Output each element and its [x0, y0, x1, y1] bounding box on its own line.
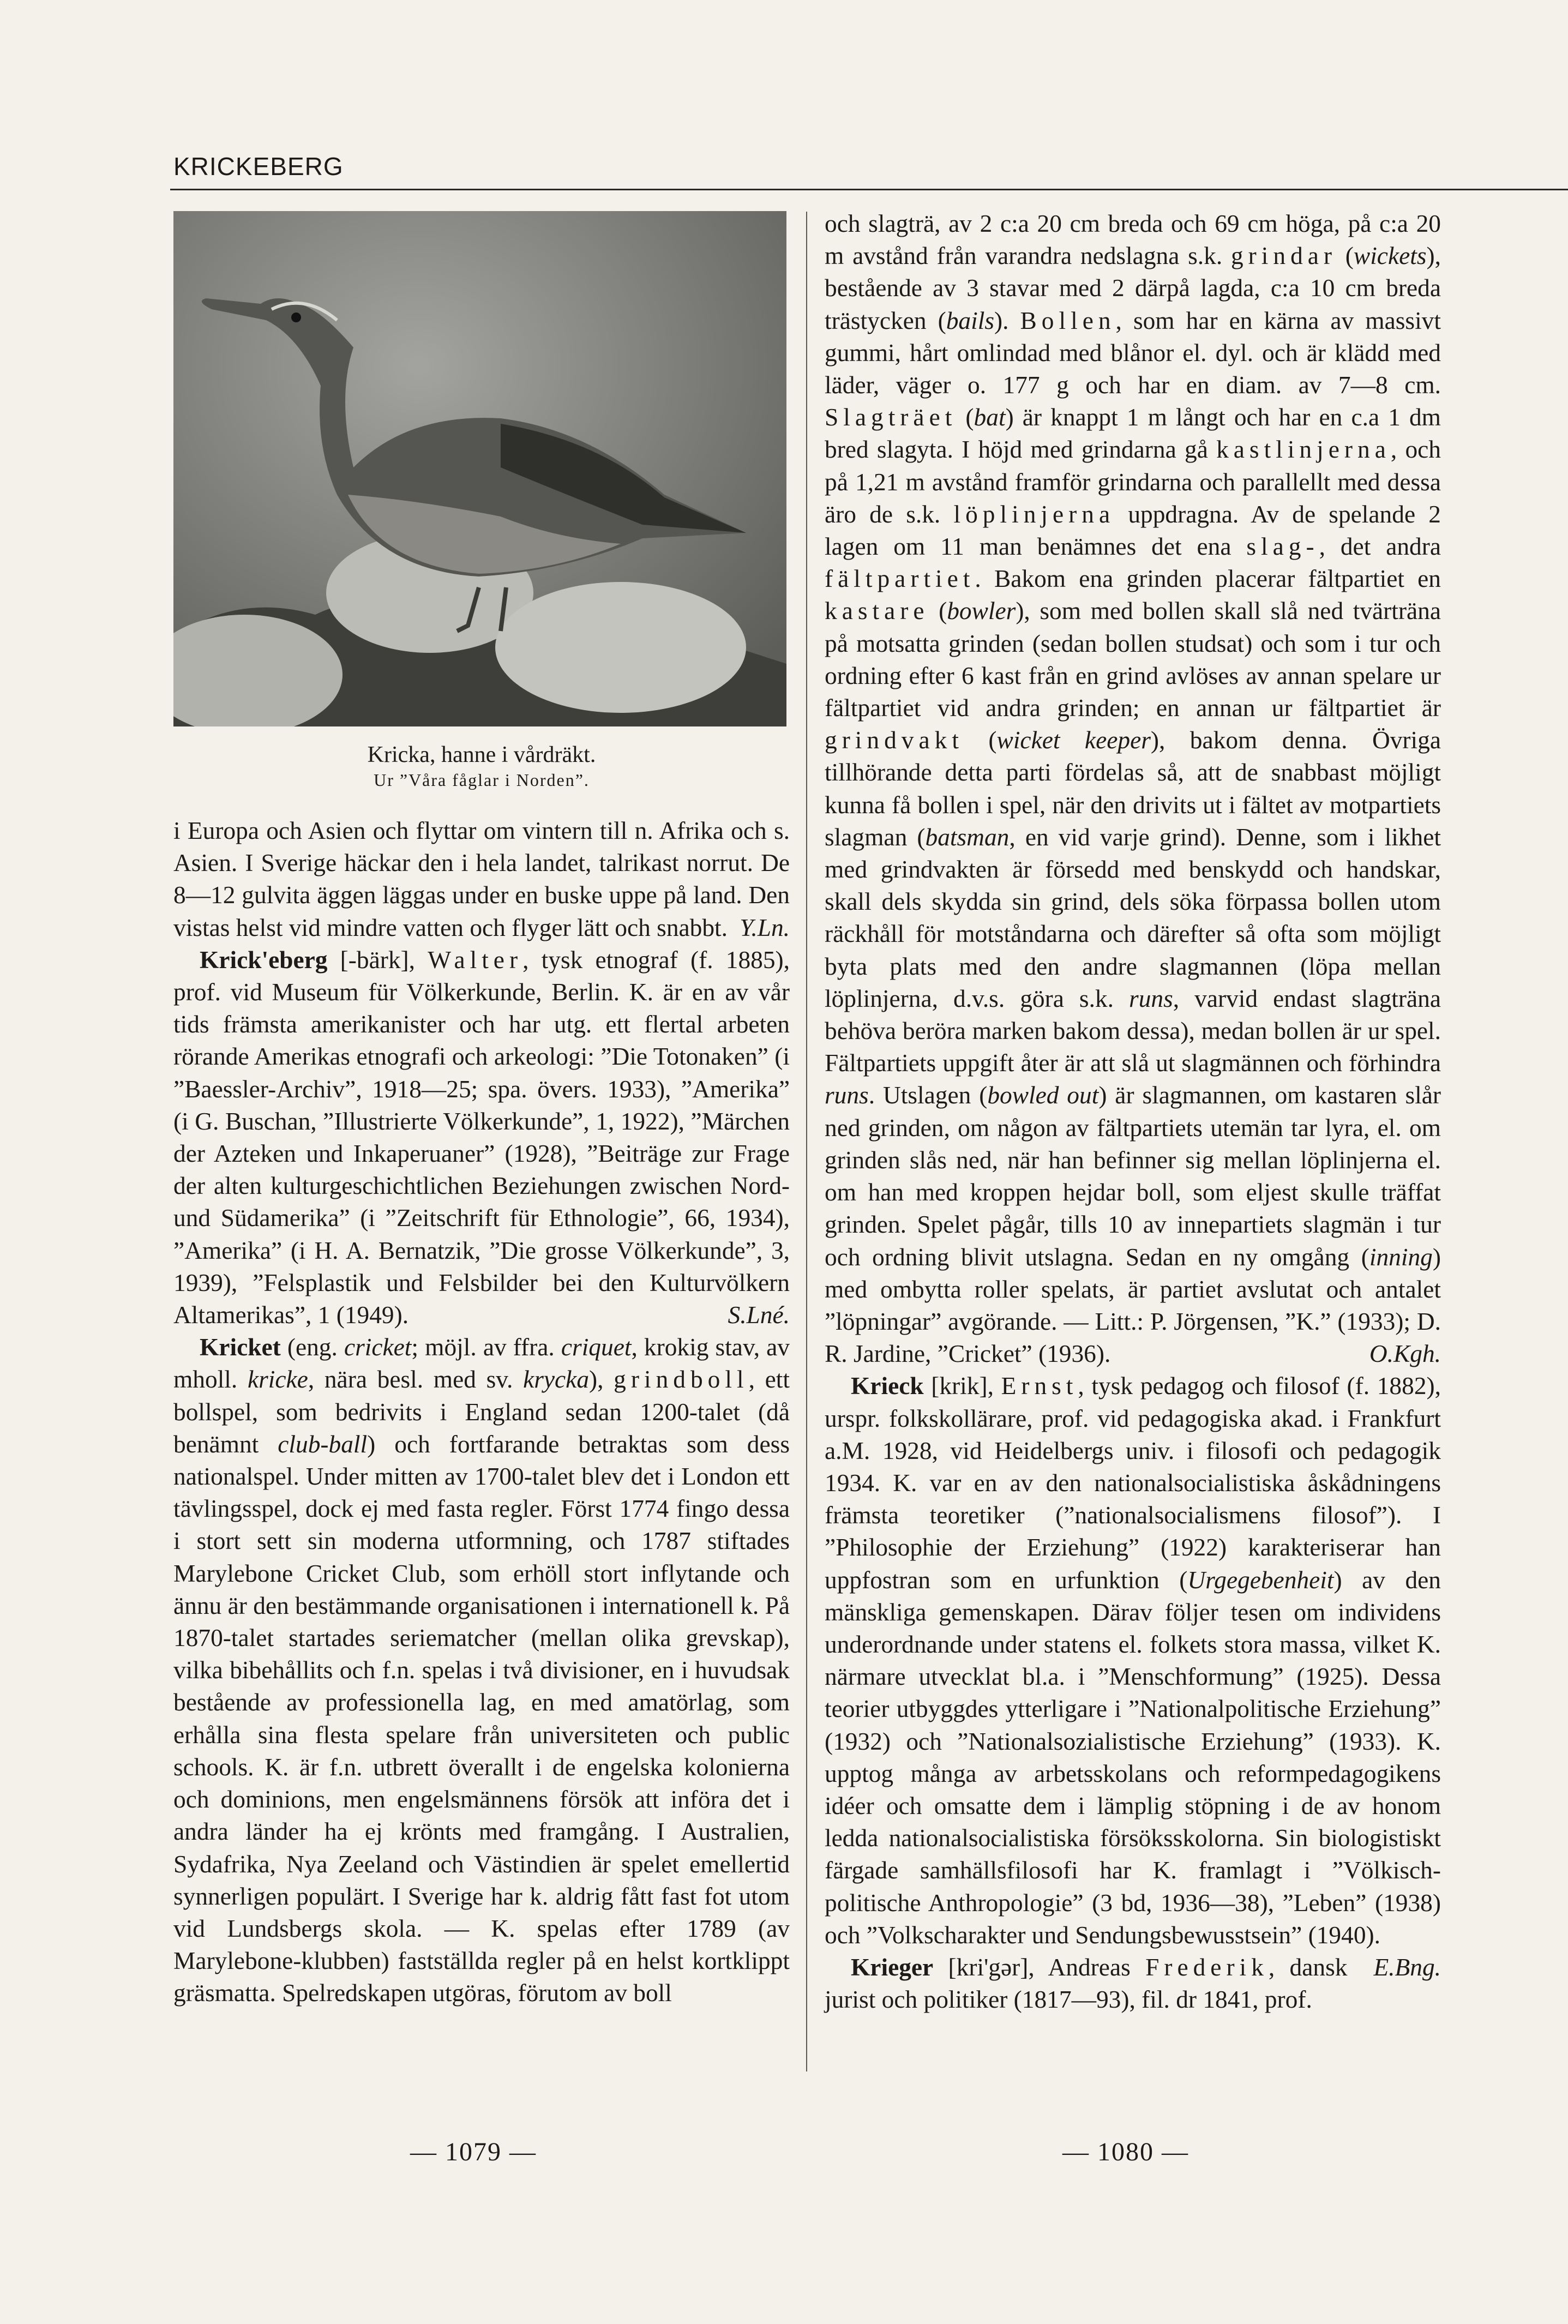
headword: Krieck [851, 1372, 924, 1400]
spaced-term: slag- [1246, 533, 1319, 561]
text: ; möjl. av ffra. [411, 1334, 561, 1361]
text: , som har en kärna av massivt gummi, hårt omlindad med blånor el. dyl. och är klädd med läder, väger o. 177 g och har en diam. av 7—8 cm. [825, 307, 1441, 399]
page-number-right: — 1080 — [1062, 2137, 1189, 2166]
italic: club-ball [278, 1430, 368, 1458]
italic: wicket keeper [996, 726, 1151, 754]
text: uppdragna. Av de spelande 2 lagen om 11 man benämnes det ena [825, 500, 1441, 561]
italic: Urgegebenheit [1187, 1566, 1334, 1594]
text: , varvid endast slagträna behöva beröra marken bakom dessa), medan bollen är ur spel. Fältpartiets uppgift åter är att slå ut slagmännen och förhindra [825, 984, 1441, 1077]
running-head: KRICKEBERG [173, 152, 344, 181]
header-rule [170, 189, 1568, 190]
italic: wickets [1353, 242, 1427, 270]
text: (eng. [280, 1334, 344, 1361]
text: ) med ombytta roller spelats, är partiet avslutat och antalet ”löpningar” avgörande. — Litt.: P. Jörgensen, ”K.” (1933); D. R. Jardine, ”Cricket” (1936). [825, 1243, 1441, 1368]
text: ( [963, 726, 997, 754]
caption-source: Ur ”Våra fåglar i Norden”. [374, 770, 590, 790]
text: , tysk pedagog och filosof (f. 1882), urspr. folkskollärare, prof. vid pedagogiska akad. i Frankfurt a.M. 1928, vid Heidelbergs univ. i filosofi och pedagogik 1934. K. var en av den nationalsocialistiska åskådningens främsta teoretiker (”nationalsocialismens filosof”). I ”Philosophie der Erziehung” (1922) karakteriserar han uppfostran som en urfunktion ( [825, 1372, 1441, 1594]
italic: bat [974, 404, 1006, 431]
spaced-term: fältpartiet [825, 565, 975, 593]
spaced-term: grindvakt [825, 726, 964, 754]
text: ), [589, 1366, 614, 1394]
text: ) och fortfarande betraktas som dess nationalspel. Under mitten av 1700-talet blev det i London ett tävlingsspel, dock ej med fasta regler. Först 1774 fingo dessa i stort sett sin moderna utformning, och 1787 stiftades Marylebone Cricket Club, som erhöll stort inflytande och ännu är den bestämmande organisationen i internationell k. På 1870-talet startades seriematcher (mellan olika grevskap), vilka bibehållits och f.n. spelas i två divisioner, en i huvudsak bestående av professionella lag, en med amatörlag, som erhålla sina flesta spelare från universiteten och public schools. K. är f.n. utbrett överallt i de engelska kolonierna och dominions, men engelsmännens försök att införa det i andra länder ha ej krönts med framgång. I Australien, Sydafrika, Nya Zeeland och Västindien är spelet emellertid synnerligen populärt. I Sverige har k. aldrig fått fast fot utom vid Lundsbergs skola. — K. spelas efter 1789 (av Marylebone-klubben) fastställda regler på en helst kortklippt gräsmatta. Spelredskapen utgöras, förutom av boll [173, 1430, 790, 2007]
entry-kricket-cont [825, 208, 1441, 1370]
headword: Kricket [200, 1334, 281, 1361]
text: , krokig stav, av mholl. [173, 1334, 790, 1394]
headword: Krieger [851, 1953, 934, 1981]
caption-main: Kricka, hanne i vårdräkt. [367, 742, 596, 767]
spaced-name: Ernst [1001, 1372, 1078, 1400]
text: , och på 1,21 m avstånd framför grindarna och parallellt med dessa äro de s.k. [825, 436, 1441, 528]
text: ), som med bollen skall slå ned tvärträna på motsatta grinden (sedan bollen studsat) och som i tur och ordning efter 6 kast från en grind avlöses av annan spelare ur fältpartiet vid andra grinden; en annan ur fältpartiet är [825, 597, 1441, 722]
signature: Y.Ln. [740, 914, 790, 941]
left-column [173, 210, 790, 2010]
spaced-term: Bollen [1020, 307, 1116, 334]
text: ) av den mänskliga gemenskapen. Därav följer tesen om individens underordnande under statens el. folkets stora massa, vilket K. närmare utvecklat bl.a. i ”Menschformung” (1925). Dessa teorier utbyggdes ytterligare i ”Nationalpolitische Erziehung” (1932) och ”Nationalsozialistische Erziehung” (1933). K. upptog många av arbetsskolans och reformpedagogikens idéer och omsatte dem i lämplig stöpning i de av honom ledda nationalsocialistiska försöksskolorna. Sin biologistiskt färgade samhällsfilosofi har K. framlagt i ”Völkisch-politische Anthropologie” (3 bd, 1936—38), ”Leben” (1938) och ”Volkscharakter und Sendungsbewusstsein” (1940). [825, 1566, 1441, 1949]
figure [173, 211, 790, 791]
signature: S.Lné. [728, 1301, 790, 1329]
italic: bails [946, 307, 994, 334]
text: ( [957, 404, 974, 431]
italic: criquet [561, 1334, 632, 1361]
figure-caption [173, 741, 790, 791]
spaced-name: Walter [428, 946, 523, 974]
signature: O.Kgh. [1369, 1340, 1441, 1368]
spaced-name: Frederik [1145, 1953, 1269, 1981]
headword: Krick'eberg [200, 946, 328, 974]
text: ( [929, 597, 947, 625]
italic: batsman [925, 823, 1010, 851]
text: . Utslagen ( [868, 1082, 988, 1109]
text: och slagträ, av 2 c:a 20 cm breda och 69 cm höga, på c:a 20 m avstånd från varandra nedslagna s.k. [825, 210, 1441, 270]
text: ). [994, 307, 1020, 334]
italic: bowler [947, 597, 1016, 625]
paragraph-teal-end [173, 815, 790, 944]
text: , det andra [1319, 533, 1441, 561]
text: , nära besl. med sv. [308, 1366, 524, 1394]
italic: krycka [523, 1366, 590, 1394]
italic: runs [1129, 984, 1173, 1012]
spaced-term: kastare [825, 597, 929, 625]
text: ( [1337, 242, 1354, 270]
italic: inning [1369, 1243, 1433, 1271]
text: ), bakom denna. Övriga tillhörande detta parti fördelas så, att de snabbast möjligt kunna få bollen i spel, när den drivits ut i fältet av motpartiets slagman ( [825, 726, 1441, 851]
text: ) är knappt 1 m långt och har en c.a 1 dm bred slagyta. I höjd med grindarna gå [825, 404, 1441, 464]
text: , en vid varje grind). Denne, som i likhet med grindvakten är försedd med benskydd och handskar, skall dels skydda sin grind, dels söka förpassa bollen utom räckhåll för motståndarna och därefter så ofta som möjligt byta plats med den andre slagmannen (löpa mellan löplinjerna, d.v.s. göra s.k. [825, 823, 1441, 1012]
spaced-term: löplinjerna [953, 500, 1115, 528]
signature: E.Bng. [1373, 1953, 1441, 1981]
text: ), bestående av 3 stavar med 2 därpå lagda, c:a 10 cm breda trästycken ( [825, 242, 1441, 334]
right-column [825, 208, 1441, 2016]
text: [-bärk], [327, 946, 428, 974]
entry-krickeberg [173, 944, 790, 1331]
spaced-term: grindar [1230, 242, 1337, 270]
entry-kricket [173, 1331, 790, 2009]
text: , ett bollspel, som bedrivits i England sedan 1200-talet (då benämnt [173, 1366, 790, 1458]
text: ) är slagmannen, om kastaren slår ned grinden, om någon av fältpartiets utemän tar lyra, el. om grinden slås ned, när han befinner sig mellan löplinjerna el. om han med kroppen hejdar boll, som eljest skulle träffat grinden. Spelet pågår, tills 10 av innepartiets slagmän i tur och ordning blivit utslagna. Sedan en ny omgång ( [825, 1082, 1441, 1271]
text: [krik], [923, 1372, 1001, 1400]
spaced-term: Slagträet [825, 404, 957, 431]
page-number-left: — 1079 — [410, 2137, 537, 2166]
column-divider [806, 212, 807, 2071]
text: , dansk jurist och politiker (1817—93), fil. dr 1841, prof. [825, 1953, 1348, 2014]
text: [kri'gər], Andreas [933, 1953, 1146, 1981]
italic: cricket [344, 1334, 412, 1361]
italic: kricke [247, 1366, 308, 1394]
text: , tysk etnograf (f. 1885), prof. vid Museum für Völkerkunde, Berlin. K. är en av vår tids främsta amerikanister och har utg. ett flertal arbeten rörande Amerikas etnografi och arkeologi: ”Die Totonaken” (i ”Baessler-Archiv”, 1918—25; spa. övers. 1933), ”Amerika” (i G. Buschan, ”Illustrierte Völkerkunde”, 1, 1922), ”Märchen der Azteken und Inkaperuaner” (1928), ”Beiträge zur Frage der alten kulturgeschichtlichen Beziehungen zwischen Nord- und Südamerika” (i ”Zeitschrift für Ethnologie”, 66, 1934), ”Amerika” (i H. A. Bernatzik, ”Die grosse Völkerkunde”, 3, 1939), ”Felsplastik und Felsbilder bei den Kulturvölkern Altamerikas”, 1 (1949). [173, 946, 790, 1329]
text: . Bakom ena grinden placerar fältpartiet en [975, 565, 1441, 593]
teal-duck-photo [173, 211, 786, 726]
spaced-term: kastlinjerna [1216, 436, 1391, 464]
spaced-term: grindboll [614, 1366, 749, 1394]
duck-illustration [173, 211, 786, 726]
italic: bowled out [987, 1082, 1099, 1109]
paragraph-text: i Europa och Asien och flyttar om vintern till n. Afrika och s. Asien. I Sverige häckar den i hela landet, talrikast norrut. De 8—12 gulvita äggen läggas under en buske uppe på land. Den vistas helst vid mindre vatten och flyger lätt och snabbt. [173, 817, 790, 941]
italic: runs [825, 1082, 869, 1109]
